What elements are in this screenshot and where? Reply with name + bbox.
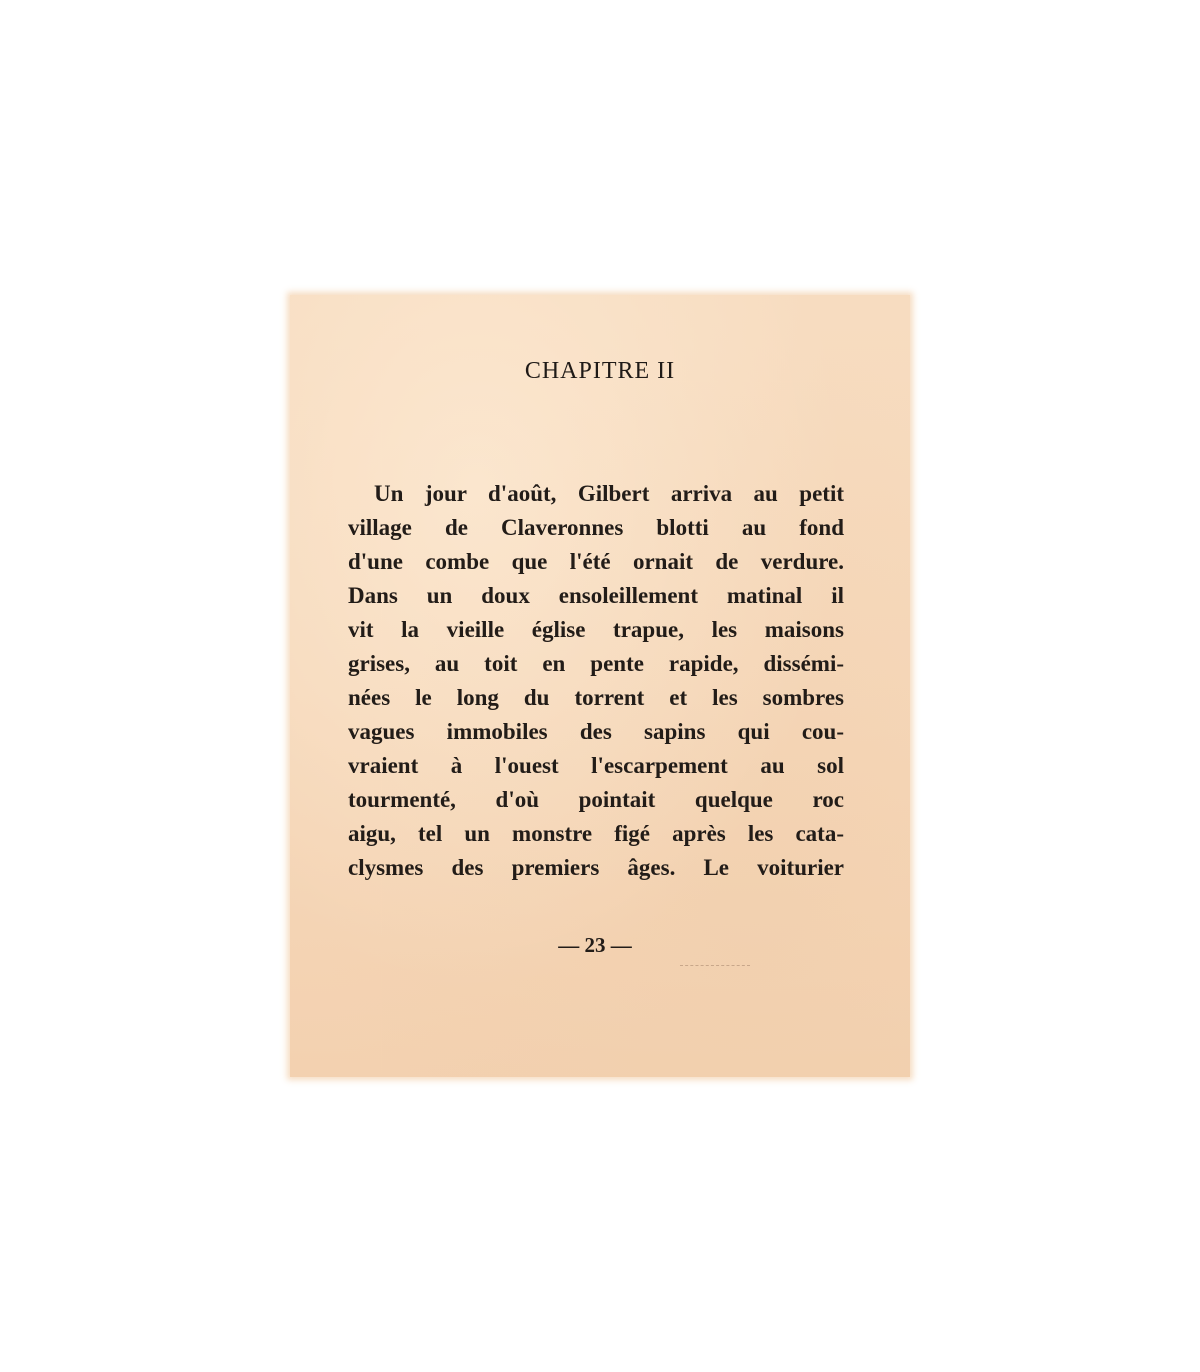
chapter-title: CHAPITRE II <box>524 358 676 384</box>
body-paragraph <box>348 477 844 885</box>
text-line: tourmenté, d'où pointait quelque roc <box>348 787 844 812</box>
text-line: clysmes des premiers âges. Le voiturier <box>348 855 844 880</box>
book-page <box>290 295 910 1077</box>
text-line: aigu, tel un monstre figé après les cata- <box>348 821 844 846</box>
text-line: Un jour d'août, Gilbert arriva au petit <box>374 481 844 506</box>
paper-smudge <box>680 965 750 967</box>
text-line: village de Claveronnes blotti au fond <box>348 515 844 540</box>
text-line: vit la vieille église trapue, les maisons <box>348 617 844 642</box>
text-line: vagues immobiles des sapins qui cou- <box>348 719 844 744</box>
text-line: d'une combe que l'été ornait de verdure. <box>348 549 844 574</box>
text-line: vraient à l'ouest l'escarpement au sol <box>348 753 844 778</box>
text-line: Dans un doux ensoleillement matinal il <box>348 583 844 608</box>
text-line: grises, au toit en pente rapide, dissémi- <box>348 651 844 676</box>
page-number: — 23 — <box>558 933 632 957</box>
text-line: nées le long du torrent et les sombres <box>348 685 844 710</box>
